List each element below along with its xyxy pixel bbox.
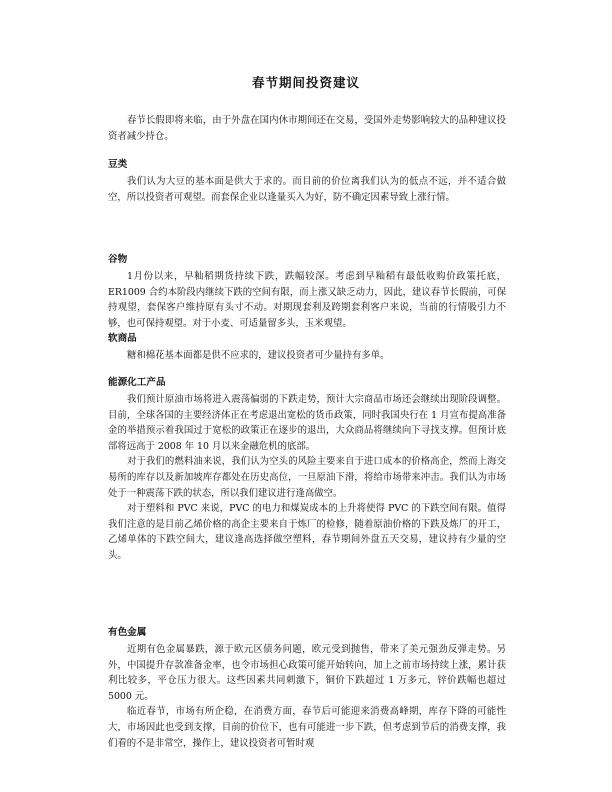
section-nonferrous-metals (108, 626, 506, 751)
section-paragraph: 近期有色金属暴跌，源于欧元区债务问题，欧元受到抛售，带来了美元强劲反弹走势。另外，中国提升存款准备金率，也令市场担心政策可能开始转向，加上之前市场持续上涨，累计获利比较多，平仓压力很大。这些因素共同刺激下，铜价下跌超过 1 万多元，锌价跌幅也超过 5000 元。 (108, 644, 506, 702)
section-heading: 豆类 (108, 159, 128, 170)
section-grains (108, 253, 506, 331)
section-paragraph: 临近春节，市场有所企稳，在消费方面，春节后可能迎来消费高峰期，库存下降的可能性大，市场因此也受到支撑，目前的价位下，也有可能进一步下跌，但考虑到节后的消费支撑，我们看的不是非常空，操作上，建议投资者可暂时观 (108, 706, 506, 749)
intro-paragraph: 春节长假即将来临，由于外盘在国内休市期间还在交易，受国外走势影响较大的品种建议投资者减少持仓。 (108, 115, 506, 142)
document-title: 春节期间投资建议 (251, 75, 360, 90)
section-beans (108, 158, 506, 205)
section-paragraph: 糖和棉花基本面都是供不应求的，建议投资者可少量持有多单。 (127, 350, 390, 361)
section-paragraph: 我们认为大豆的基本面是供大于求的。而目前的价位离我们认为的低点不远，并不适合做空，所以投资者可观望。而套保企业以逢量买入为好，防不确定因素导致上涨行情。 (108, 176, 506, 203)
section-energy-chemicals (108, 376, 506, 564)
section-heading: 谷物 (108, 254, 128, 265)
section-heading: 有色金属 (108, 627, 147, 638)
section-paragraph: 对于塑料和 PVC 来说，PVC 的电力和煤炭成本的上升将使得 PVC 的下跌空间有限。值得我们注意的是目前乙烯价格的高企主要来自于炼厂的检修，随着原油价格的下跌及炼厂的开工，乙烯单体的下跌空间大，建议逢高选择做空塑料，春节期间外盘五天交易，建议持有少量的空头。 (108, 503, 506, 561)
section-heading: 软商品 (108, 333, 137, 344)
section-paragraph: 我们预计原油市场将进入震荡偏弱的下跌走势，预计大宗商品市场还会继续出现阶段调整。目前，全球各国的主要经济体正在考虑退出宽松的货币政策，同时我国央行在 1 月宣布提高准备金的举措预示着我国过于宽松的政策正在逐步的退出，大众商品将继续向下寻找支撑。但预计底部将远高于 2008 年 10 月以来金融危机的底部。 (108, 394, 506, 452)
section-paragraph: 对于我们的燃料油来说，我们认为空头的风险主要来自于进口成本的价格高企，然而上海交易所的库存以及新加坡库存都处在历史高位，一旦原油下滑，将给市场带来冲击。我们认为市场处于一种震荡下跌的状态，所以我们建议进行逢高做空。 (108, 456, 506, 499)
section-softs (108, 332, 506, 364)
section-paragraph: 1月份以来，早籼稻期货持续下跌，跌幅较深。考虑到早籼稻有最低收购价政策托底，ER1009 合约本阶段内继续下跌的空间有限，而上涨又缺乏动力，因此，建议春节长假前，可保持观望，套保客户维持原有头寸不动。对期现套利及跨期套利客户来说，当前的行情吸引力不够，也可保持观望。对于小麦、可适量留多头，玉米观望。 (108, 271, 506, 329)
intro-block (108, 113, 506, 144)
section-heading: 能源化工产品 (108, 377, 166, 388)
